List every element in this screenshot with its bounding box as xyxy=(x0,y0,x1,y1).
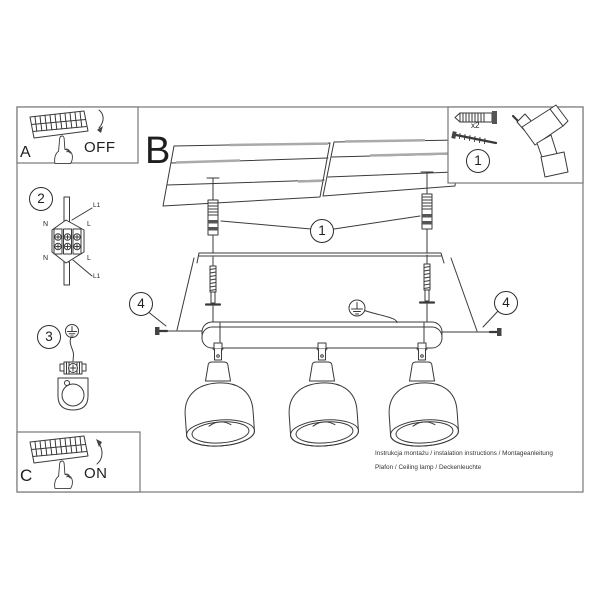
wire-l1-bottom: L1 xyxy=(93,273,101,280)
step-badge-clamp: 3 xyxy=(37,325,61,349)
terminal-n-bottom: N xyxy=(43,255,49,262)
wire-l1-top: L1 xyxy=(93,202,101,209)
cable-clamp-diagram xyxy=(58,325,88,411)
spotlight-right xyxy=(387,349,459,448)
spotlight-middle xyxy=(287,349,359,448)
step-badge-wiring: 2 xyxy=(29,187,53,211)
step-badge-anchors: 1 xyxy=(310,219,334,243)
step-badge-parts: 1 xyxy=(466,149,490,173)
breaker-on-label: ON xyxy=(84,465,108,482)
terminal-l-bottom: L xyxy=(87,255,91,262)
ceiling-panels xyxy=(163,140,460,206)
step-badge-screw-left: 4 xyxy=(129,292,153,316)
anchor-quantity-label: x2 xyxy=(471,121,480,130)
mounting-bracket xyxy=(197,253,444,263)
section-c-label: C xyxy=(20,466,33,485)
bracket-screw-left xyxy=(206,257,220,322)
footer-product: Plafon / Ceiling lamp / Deckenleuchte xyxy=(375,464,482,471)
footer-instructions: Instrukcja montażu / instalation instructions / Montageanleitung xyxy=(375,450,553,457)
side-screw-left xyxy=(155,327,167,335)
projection-lines xyxy=(177,258,477,331)
breaker-on-box xyxy=(17,432,140,492)
lamp-base-bar xyxy=(165,322,490,350)
spotlight-left xyxy=(183,349,255,448)
parts-box xyxy=(448,105,583,183)
terminal-l-top: L xyxy=(87,221,91,228)
bracket-screw-right xyxy=(420,255,434,322)
step-badge-screw-right: 4 xyxy=(494,291,518,315)
side-screw-right xyxy=(490,328,502,336)
breaker-off-box xyxy=(17,107,138,163)
breaker-off-label: OFF xyxy=(84,139,116,156)
terminal-block-diagram xyxy=(52,197,92,285)
terminal-n-top: N xyxy=(43,221,49,228)
section-a-label: A xyxy=(20,144,31,161)
section-b-label: B xyxy=(145,130,171,172)
ground-symbol xyxy=(349,300,397,323)
